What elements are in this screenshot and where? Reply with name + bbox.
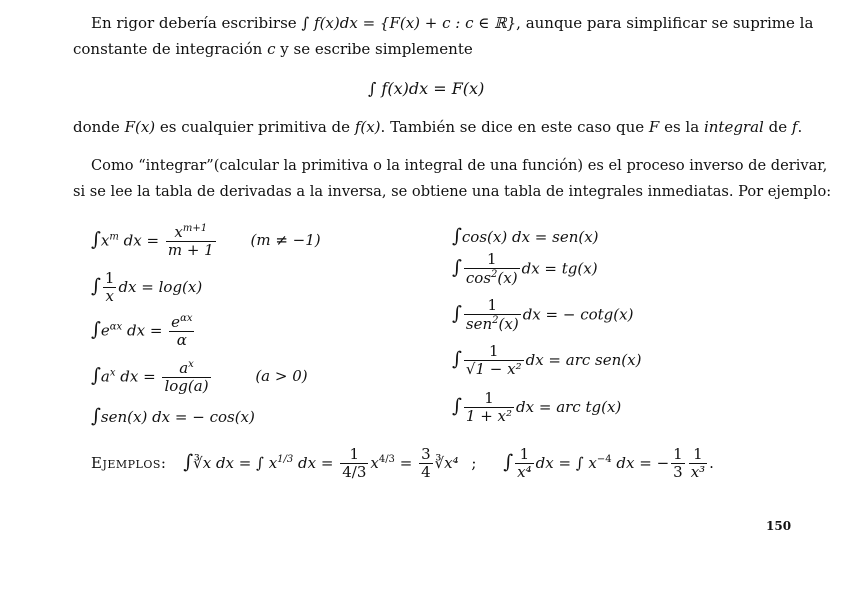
display-equation: ∫ f(x)dx = F(x): [368, 79, 485, 98]
exponent: x: [188, 359, 194, 370]
math: dx =: [120, 367, 156, 386]
integral-sign: ∫: [91, 318, 101, 341]
math: cos: [465, 269, 492, 288]
math: dx =: [126, 321, 163, 340]
denominator: x⁴: [517, 463, 532, 482]
inline-math: F: [648, 118, 660, 136]
fraction: [169, 313, 194, 350]
math: =: [399, 453, 413, 472]
formula-power: [91, 223, 321, 260]
denominator: [464, 314, 521, 333]
math: dx = −: [616, 453, 670, 472]
denominator: x: [103, 287, 117, 305]
exponent: 2: [492, 315, 499, 327]
denominator: m + 1: [167, 241, 214, 260]
integral-sign: ∫: [183, 450, 194, 473]
fraction: [671, 446, 685, 482]
denominator: 3: [673, 463, 683, 482]
formula-cos: [452, 225, 599, 247]
text: , aunque para simplificar se suprime la: [516, 14, 814, 32]
fraction: [464, 390, 514, 426]
math: e: [100, 321, 110, 340]
denominator: √1 − x²: [465, 360, 522, 379]
inline-math: F(x): [124, 118, 156, 136]
exponent: m: [109, 231, 119, 243]
numerator: 1: [487, 296, 498, 314]
math: dx =: [298, 453, 334, 472]
fraction: [419, 446, 433, 482]
denominator: x³: [690, 463, 706, 482]
separator: ;: [471, 453, 477, 472]
integral-sign: ∫: [452, 256, 462, 279]
integral-sign: ∫: [452, 302, 462, 325]
math: x: [370, 453, 379, 472]
numerator: 1: [693, 445, 703, 463]
numerator: 3: [421, 445, 431, 463]
fraction: [103, 270, 117, 306]
exponent: 4/3: [378, 453, 395, 465]
fraction: [689, 446, 707, 482]
math: ∛x dx = ∫ x: [193, 453, 278, 472]
integral-sign: ∫: [91, 405, 101, 427]
denominator: 4/3: [342, 463, 367, 482]
inline-math: c: [267, 40, 276, 58]
numerator: [169, 313, 194, 331]
exponent: −4: [596, 453, 612, 465]
para3-line2: si se lee la tabla de derivadas a la inversa, se obtiene una tabla de integrales inmediatas. Por ejemplo:: [73, 183, 832, 200]
denominator: 1 + x²: [465, 407, 513, 426]
math: e: [171, 313, 181, 331]
para2: [73, 118, 802, 136]
math: dx =: [123, 231, 160, 250]
examples-line: [91, 446, 714, 482]
emphasis: integral: [703, 118, 764, 136]
exponent: αx: [180, 313, 193, 324]
math: x: [100, 231, 110, 250]
examples-label: Ejemplos:: [91, 453, 167, 472]
formula-cotg: [452, 297, 633, 334]
numerator: 1: [486, 250, 497, 268]
fraction: [340, 446, 368, 482]
numerator: 1: [484, 389, 494, 407]
math: dx = ∫ x: [535, 453, 597, 472]
para3-line1: Como “integrar”(calcular la primitiva o la integral de una función) es el proceso inverso de derivar,: [91, 157, 828, 174]
integral-sign: ∫: [91, 228, 101, 251]
math: .: [709, 453, 714, 472]
condition: (m ≠ −1): [250, 231, 321, 250]
math: (x): [497, 269, 518, 288]
inline-math: f: [791, 118, 798, 136]
math: sen(x) dx = − cos(x): [100, 408, 255, 426]
formula-ax: [91, 359, 308, 396]
math: ∛x⁴: [434, 453, 459, 472]
para1-line2: [73, 40, 473, 58]
numerator: 1: [488, 342, 499, 360]
math: a: [179, 359, 189, 377]
math: (x): [498, 315, 519, 334]
numerator: 1: [349, 445, 360, 463]
math: dx = − cotg(x): [522, 305, 634, 324]
formula-log: [91, 270, 202, 306]
text: En rigor debería escribirse: [91, 14, 297, 32]
text: y se escribe simplemente: [280, 40, 473, 58]
numerator: 1: [104, 269, 115, 287]
condition: (a > 0): [255, 367, 308, 386]
text: donde: [73, 118, 120, 136]
formula-exp: [91, 313, 196, 350]
numerator: 1: [673, 445, 683, 463]
text: de: [768, 118, 788, 136]
inline-math: f(x): [354, 118, 381, 136]
math: dx = log(x): [118, 277, 203, 296]
fraction: [464, 343, 524, 379]
math: a: [100, 367, 110, 386]
denominator: [464, 268, 520, 287]
exponent: 2: [491, 269, 498, 281]
math: cos(x) dx = sen(x): [461, 228, 599, 246]
integral-sign: ∫: [452, 225, 462, 247]
denominator: 4: [421, 463, 431, 482]
denominator: log(a): [164, 377, 209, 396]
integral-sign: ∫: [91, 364, 101, 387]
text: es la: [664, 118, 700, 136]
numerator: [166, 223, 216, 241]
fraction: [464, 251, 520, 288]
formula-arcsen: [452, 343, 641, 379]
math: x: [174, 223, 183, 241]
math: dx = arc tg(x): [516, 397, 622, 416]
integral-sign: ∫: [503, 450, 514, 473]
text: . También se dice en este caso que: [380, 118, 645, 136]
exponent: m+1: [182, 223, 208, 234]
fraction: [162, 359, 210, 396]
para1-line1: [91, 14, 813, 32]
numerator: 1: [519, 445, 530, 463]
inline-math: ∫ f(x)dx = {F(x) + c : c ∈ ℝ}: [301, 14, 517, 32]
math: dx = arc sen(x): [525, 350, 642, 369]
integral-sign: ∫: [452, 347, 462, 370]
exponent: 1/3: [277, 453, 294, 465]
denominator: α: [169, 331, 194, 349]
fraction: [515, 446, 533, 482]
fraction: [166, 223, 216, 260]
page-number: 150: [766, 519, 792, 533]
integral-sign: ∫: [91, 274, 101, 297]
formula-tg: [452, 251, 598, 288]
math: dx = tg(x): [521, 259, 598, 278]
text: es cualquier primitiva de: [159, 118, 351, 136]
exponent: αx: [109, 321, 123, 333]
text: .: [797, 118, 803, 136]
math: sen: [465, 315, 493, 334]
formula-arctg: [452, 390, 621, 426]
text: constante de integración: [73, 40, 263, 58]
numerator: [162, 359, 210, 377]
formula-sen: [91, 405, 255, 427]
exponent: x: [109, 367, 116, 379]
fraction: [464, 297, 521, 334]
integral-sign: ∫: [452, 394, 462, 417]
